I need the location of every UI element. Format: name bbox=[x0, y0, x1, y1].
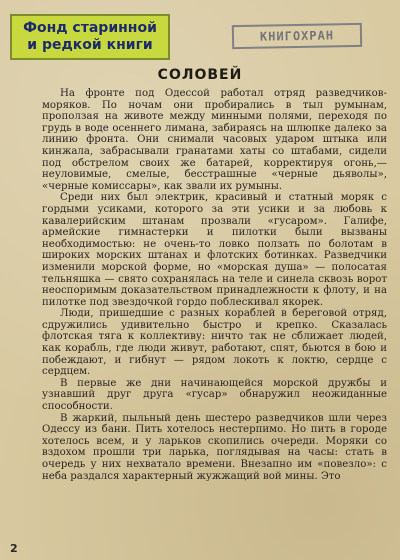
paragraph: Среди них был электрик, красивый и статный моряк с гордыми усиками, которого за эти усики и за любовь к кавалерийским штанам прозвали «гусаром». Галифе, армейские гимнастерки и пилотки были вызваны необходимостью: не очень-то ловко ползать по болотам в широких морских штанах и флотских ботинках. Разведчики изменили морской форме, но «морская душа» — полосатая тельняшка — свято сохранялась на теле и синела сквозь ворот неоспоримым доказательством принадлежности к флоту, и на пилотке под звездочкой гордо поблескивал якорек. bbox=[42, 192, 387, 308]
library-fund-stamp bbox=[10, 14, 170, 60]
book-storage-stamp: КНИГОХРАН bbox=[232, 23, 362, 49]
paragraph: В первые же дни начинающейся морской дружбы и узнавший друг друга «гусар» обнаружил неожиданные способности. bbox=[42, 377, 387, 413]
fund-stamp-line2: и редкой книги bbox=[27, 37, 153, 53]
page-number: 2 bbox=[10, 542, 18, 555]
paragraph: Люди, пришедшие с разных кораблей в береговой отряд, сдружились удивительно быстро и крепко. Сказалась флотская тяга к коллективу: ничто так не сближает людей, как корабль, где люди живут, работают, спят, бьются в бою и побеждают, и гибнут — рядом локоть к локтю, сердце с сердцем. bbox=[42, 308, 387, 378]
paragraph: В жаркий, пыльный день шестеро разведчиков шли через Одессу из бани. Пить хотелось нестерпимо. Но пить в городе хотелось всем, и у ларьков скопились очереди. Моряки со вздохом прошли три ларька, поглядывая на часы: стать в очередь у них нехватало времени. Внезапно им «повезло»: с неба раздался характерный жужжащий вой мины. Это bbox=[42, 412, 387, 482]
paragraph: На фронте под Одессой работал отряд разведчиков-моряков. По ночам они пробирались в тыл румынам, проползая на животе между минными полями, переходя по грудь в воде осеннего лимана, забираясь на шлюпке далеко за линию фронта. Они снимали часовых ударом штыка или кинжала, забрасывали гранатами хаты со штабами, сидели под обстрелом своих же батарей, корректируя огонь,— неуловимые, смелые, бесстрашные «черные дьяволы», «черные комиссары», как звали их румыны. bbox=[42, 88, 387, 192]
body-text bbox=[42, 88, 387, 482]
fund-stamp-line1: Фонд старинной bbox=[23, 20, 157, 36]
chapter-title: СОЛОВЕЙ bbox=[157, 67, 243, 83]
